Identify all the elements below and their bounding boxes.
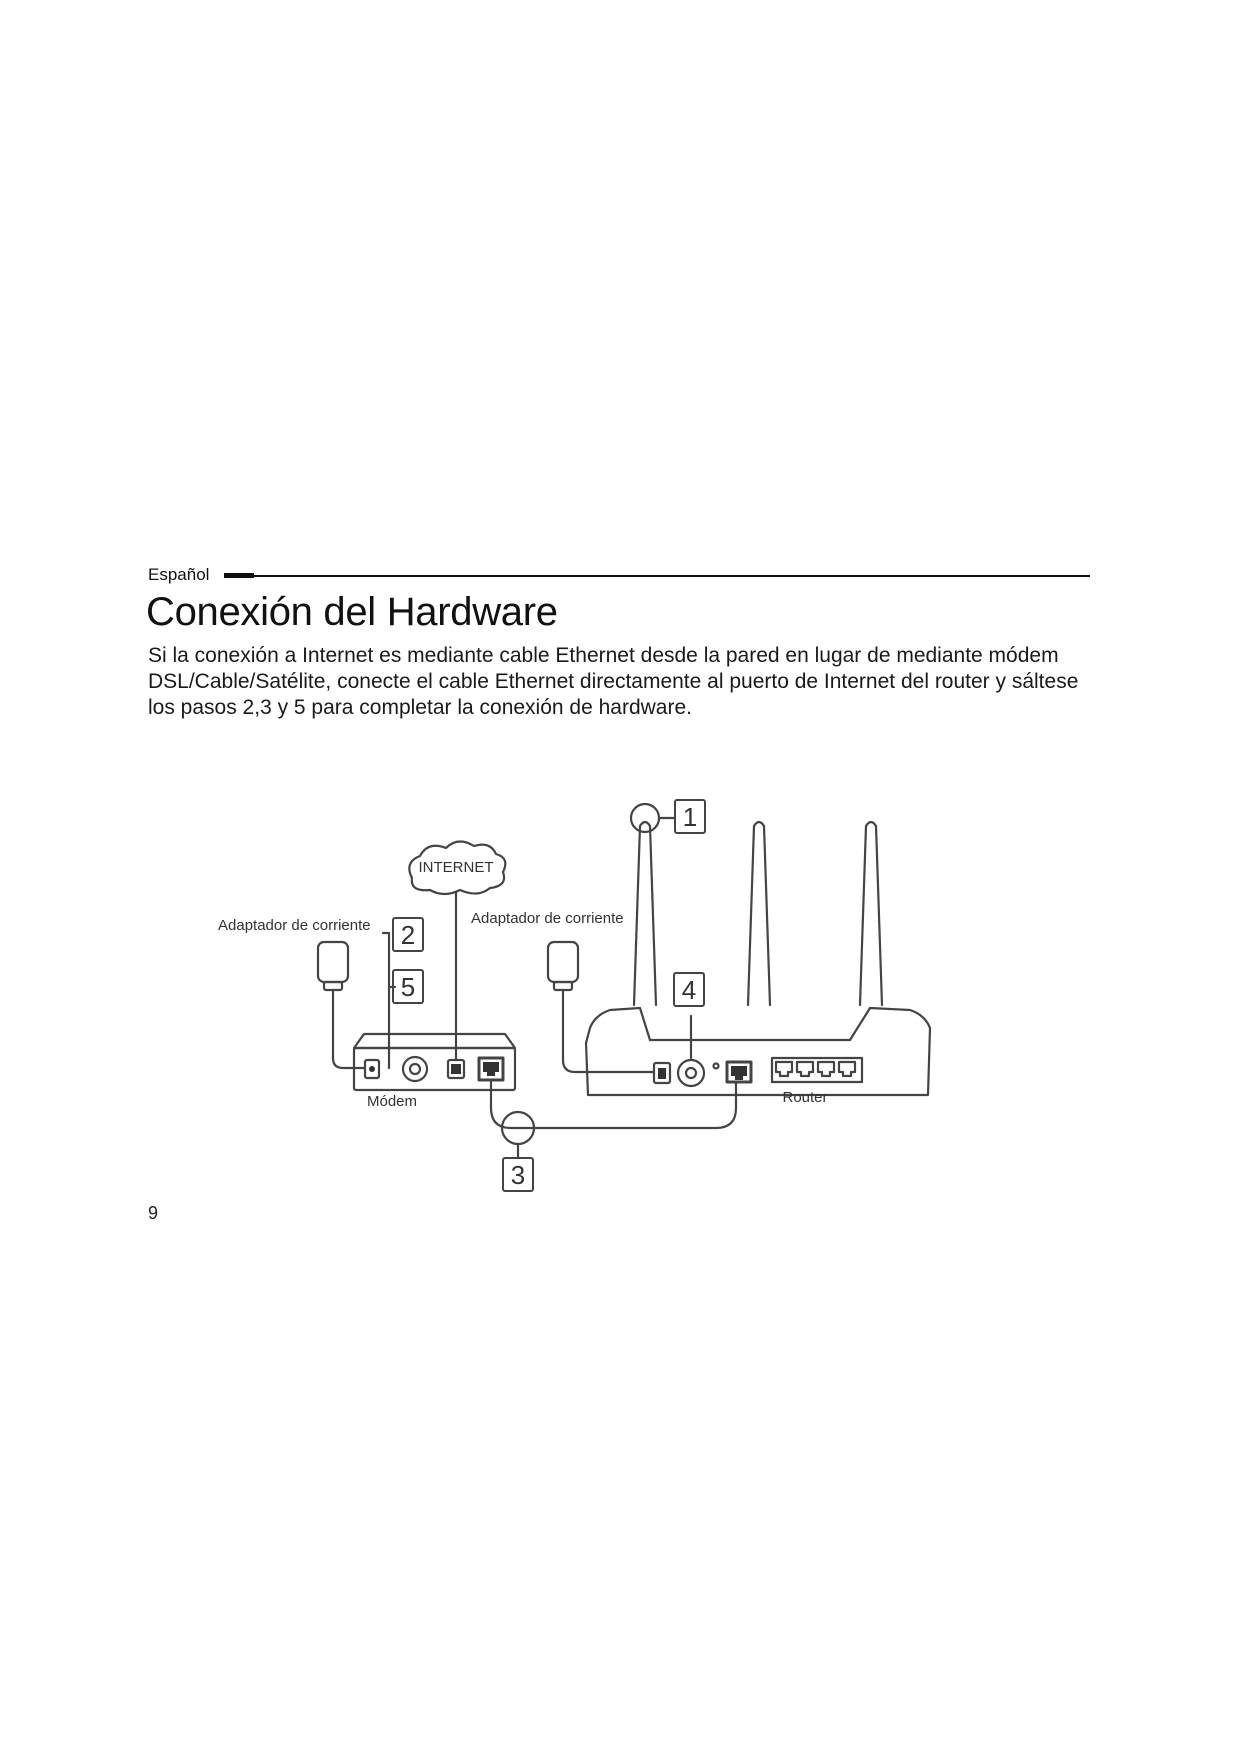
page-title: Conexión del Hardware — [146, 590, 558, 634]
step-3-label: 3 — [510, 1160, 526, 1190]
intro-paragraph: Si la conexión a Internet es mediante cable Ethernet desde la pared en lugar de mediante módem DSL/Cable/Satélite, conecte el cable Ethernet directamente al puerto de Internet del router y sáltese los pasos 2,3 y 5 para completar la conexión de hardware. — [148, 644, 1079, 719]
ethernet-cable — [491, 1080, 736, 1128]
router-antennas — [634, 822, 882, 1005]
step-4-label: 4 — [681, 975, 697, 1005]
power-adapter-right-icon — [548, 942, 654, 1072]
page-number: 9 — [148, 1203, 159, 1223]
router-body — [586, 1008, 930, 1095]
internet-label: INTERNET — [418, 859, 494, 876]
step-2-label: 2 — [400, 920, 416, 950]
step-1-label: 1 — [682, 802, 698, 832]
power-adapter-right-label: Adaptador de corriente — [471, 910, 624, 927]
language-tag: Español — [148, 565, 210, 584]
power-adapter-left-label: Adaptador de corriente — [218, 917, 371, 934]
router-label: Router — [782, 1089, 828, 1106]
modem-label: Módem — [366, 1093, 418, 1110]
step-5-label: 5 — [400, 972, 416, 1002]
